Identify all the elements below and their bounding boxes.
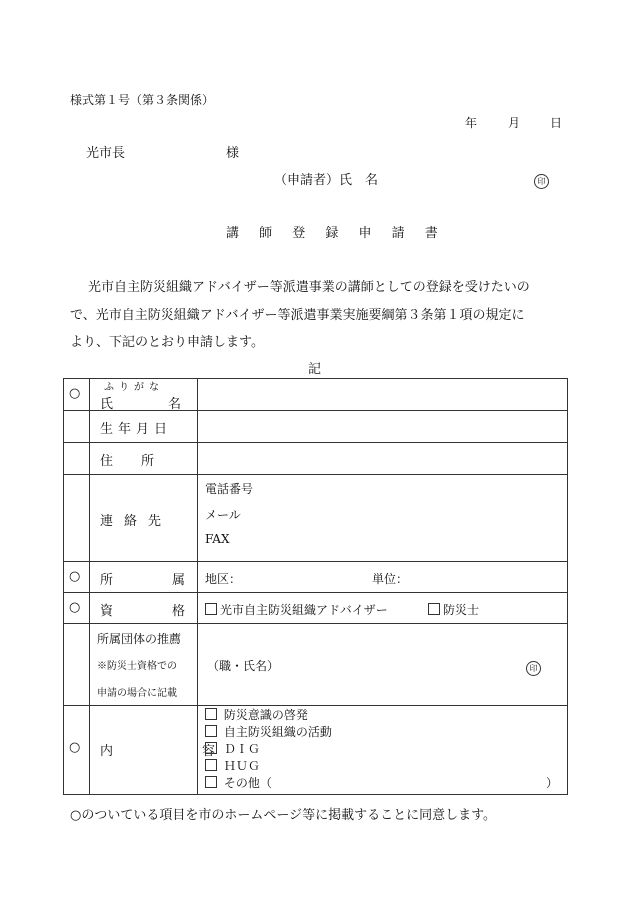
name-label: 氏 名 <box>100 397 203 412</box>
seal-icon: 印 <box>534 174 549 189</box>
content-label: 内 容 <box>100 744 237 759</box>
consent-note: ○のついている項目を市のホームページ等に掲載することに同意します。 <box>70 808 497 823</box>
public-mark: ○ <box>69 600 81 615</box>
birthdate-label: 生年月日 <box>100 422 173 437</box>
row-divider <box>63 561 568 562</box>
checkbox[interactable] <box>205 603 217 615</box>
content-option-other[interactable]: その他（ <box>205 774 272 791</box>
district-label: 地区： <box>205 572 242 586</box>
address-label: 住所 <box>100 454 183 469</box>
row-divider <box>63 592 568 593</box>
affiliation-label: 所 属 <box>100 573 197 588</box>
phone-label: 電話番号 <box>205 482 254 496</box>
intro-line-1: 光市自主防災組織アドバイザー等派遣事業の講師としての登録を受けたいの <box>88 280 530 295</box>
checkbox[interactable] <box>205 725 217 737</box>
row-divider <box>63 442 568 443</box>
furigana-label: ふりがな <box>104 382 164 393</box>
applicant-label: （申請者）氏 名 <box>274 173 379 188</box>
email-label: メール <box>205 508 241 522</box>
recommend-label: 所属団体の推薦 <box>97 632 182 646</box>
public-mark: ○ <box>69 569 81 584</box>
recommender-seal <box>526 656 541 676</box>
content-option-dig[interactable]: ＤＩＧ <box>205 740 260 757</box>
qualification-option-advisor[interactable]: 光市自主防災組織アドバイザー <box>205 601 388 618</box>
public-mark: ○ <box>69 386 81 401</box>
qualification-label: 資 格 <box>100 604 197 619</box>
recommend-note-1: ※防災士資格での <box>97 661 177 672</box>
checkbox[interactable] <box>205 742 217 754</box>
table-border-right <box>567 378 568 794</box>
addressee: 光市長 <box>86 146 126 161</box>
seal-icon: 印 <box>526 661 541 676</box>
recommender-field-label: （職・氏名） <box>207 659 280 673</box>
form-number: 様式第１号（第３条関係） <box>70 93 215 107</box>
row-divider <box>63 474 568 475</box>
recommend-note-2: 申請の場合に記載 <box>97 688 177 699</box>
checkbox[interactable] <box>205 759 217 771</box>
row-divider <box>63 623 568 624</box>
document-title: 講 師 登 録 申 請 書 <box>226 226 446 241</box>
checkbox[interactable] <box>428 603 440 615</box>
unit-label: 単位： <box>372 572 409 586</box>
row-divider <box>63 705 568 706</box>
column-divider <box>197 378 198 794</box>
date-year: 年 <box>465 116 478 130</box>
content-option-hug[interactable]: ＨＵＧ <box>205 757 260 774</box>
content-option-awareness[interactable]: 防災意識の啓発 <box>205 706 308 723</box>
checkbox[interactable] <box>205 776 217 788</box>
date-day: 日 <box>550 116 563 130</box>
fax-label: FAX <box>205 532 230 546</box>
intro-line-3: より、下記のとおり申請します。 <box>70 335 264 350</box>
date-month: 月 <box>508 116 521 130</box>
contact-label: 連絡先 <box>100 514 173 529</box>
column-divider <box>89 378 90 794</box>
table-border-bottom <box>63 794 568 795</box>
qualification-option-bousaishi[interactable]: 防災士 <box>428 601 479 618</box>
honorific: 様 <box>226 146 240 161</box>
content-other-close-paren: ） <box>546 776 559 790</box>
content-option-activity[interactable]: 自主防災組織の活動 <box>205 723 332 740</box>
table-border-left <box>63 378 64 794</box>
ki-label: 記 <box>308 362 322 377</box>
intro-line-2: で、光市自主防災組織アドバイザー等派遣事業実施要綱第３条第１項の規定に <box>70 308 525 323</box>
public-mark: ○ <box>69 740 81 755</box>
applicant-seal <box>534 169 549 189</box>
checkbox[interactable] <box>205 708 217 720</box>
